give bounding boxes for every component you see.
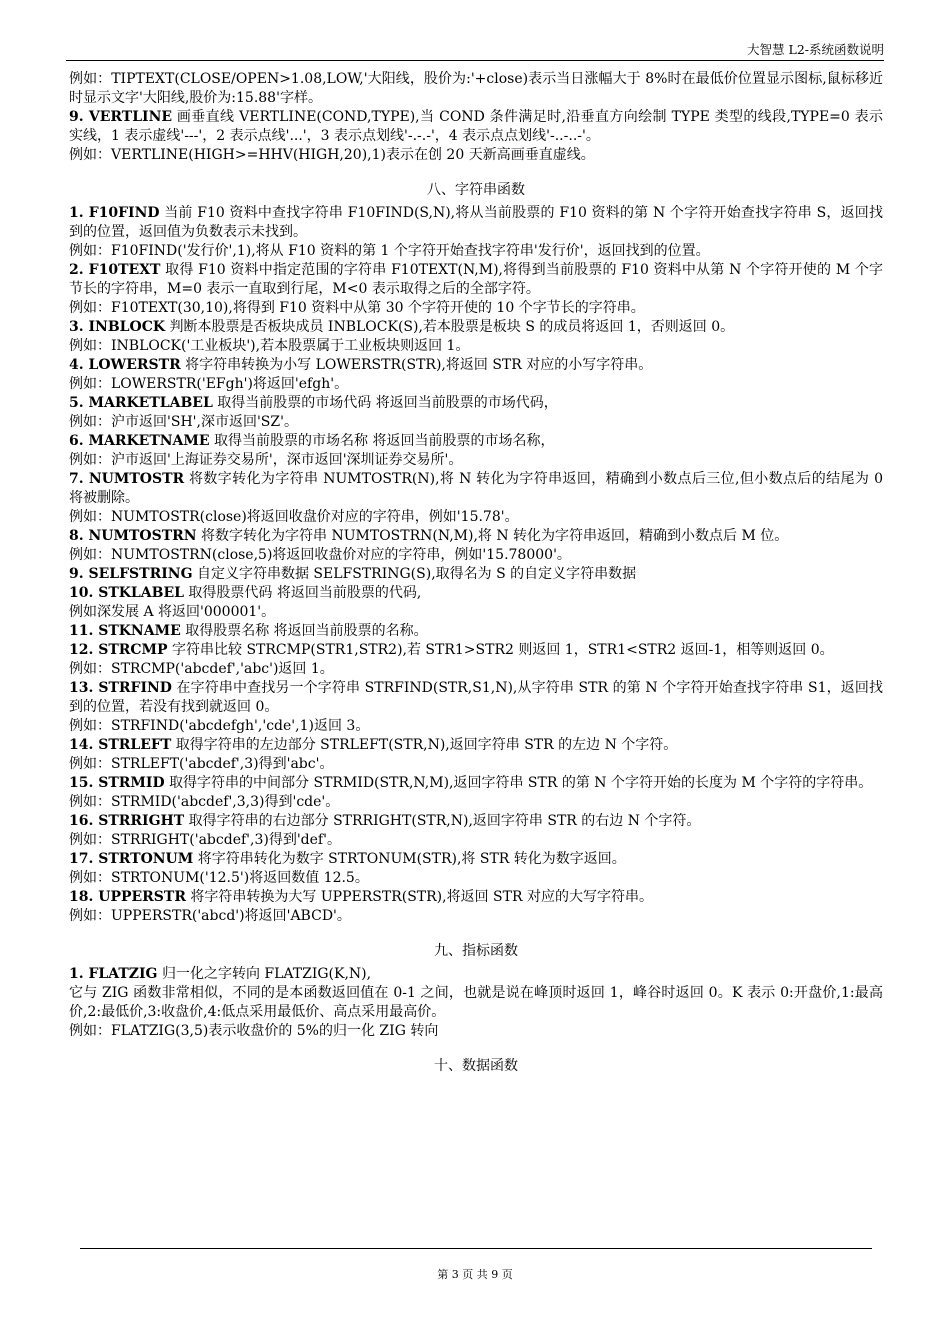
paragraph-text: 自定义字符串数据 SELFSTRING(S),取得名为 S 的自定义字符串数据: [192, 566, 637, 582]
paragraph-text: 将字符串转化为数字 STRTONUM(STR),将 STR 转化为数字返回。: [193, 851, 626, 867]
example-text: [69, 546, 883, 565]
example-text: [69, 907, 883, 926]
example-text: [69, 242, 883, 261]
page-body: [69, 70, 883, 1080]
paragraph-text: 例如：F10FIND('发行价',1),将从 F10 资料的第 1 个字符开始查找字符串'发行价'，返回找到的位置。: [69, 243, 710, 259]
function-name: 6. MARKETNAME: [69, 433, 210, 449]
function-entry: [69, 318, 883, 337]
function-name: 1. FLATZIG: [69, 966, 158, 982]
section-title: 九、指标函数: [434, 943, 518, 959]
paragraph-text: 取得当前股票的市场代码 将返回当前股票的市场代码，: [212, 395, 558, 411]
function-entry: [69, 679, 883, 717]
paragraph-text: 将字符串转换为小写 LOWERSTR(STR),将返回 STR 对应的小写字符串。: [180, 357, 653, 373]
example-text: [69, 660, 883, 679]
paragraph-text: 例如：NUMTOSTR(close)将返回收盘价对应的字符串，例如'15.78'。: [69, 509, 519, 525]
example-text: [69, 413, 883, 432]
paragraph-text: 例如：STRTONUM('12.5')将返回数值 12.5。: [69, 870, 369, 886]
paragraph-text: 例如：UPPERSTR('abcd')将返回'ABCD'。: [69, 908, 351, 924]
section-title: 八、字符串函数: [427, 182, 525, 198]
example-text: [69, 337, 883, 356]
paragraph-text: 例如：STRRIGHT('abcdef',3)得到'def'。: [69, 832, 341, 848]
paragraph-text: 取得 F10 资料中指定范围的字符串 F10TEXT(N,M),将得到当前股票的 F10 资料中从第 N 个字符开使的 M 个字节长的字符串，M=0 表示一直取到行尾，M<0 表示取得之后的全部字符。: [69, 262, 884, 297]
paragraph-text: 取得字符串的左边部分 STRLEFT(STR,N),返回字符串 STR 的左边 N 个字符。: [171, 737, 678, 753]
example-text: [69, 146, 883, 165]
function-entry: [69, 394, 883, 413]
function-name: 17. STRTONUM: [69, 851, 194, 867]
page-header: 大智慧 L2-系统函数说明: [66, 40, 884, 61]
paragraph-text: 取得股票名称 将返回当前股票的名称。: [180, 623, 428, 639]
paragraph-text: 它与 ZIG 函数非常相似，不同的是本函数返回值在 0-1 之间，也就是说在峰顶时返回 1，峰谷时返回 0。K 表示 0:开盘价,1:最高价,2:最低价,3:收盘价,4:低点采用最低价、高点采用最高价。: [69, 985, 883, 1020]
footer-rule: [80, 1248, 872, 1249]
page-footer: 第 3 页 共 9 页: [437, 1268, 513, 1281]
paragraph-text: 将数字转化为字符串 NUMTOSTR(N),将 N 转化为字符串返回，精确到小数点后三位,但小数点后的结尾为 0 将被删除。: [69, 471, 883, 506]
function-entry: [69, 432, 883, 451]
function-name: 13. STRFIND: [69, 680, 172, 696]
function-name: 1. F10FIND: [69, 205, 160, 221]
function-name: 18. UPPERSTR: [69, 889, 186, 905]
function-entry: [69, 356, 883, 375]
function-name: 14. STRLEFT: [69, 737, 172, 753]
function-entry: [69, 774, 883, 793]
paragraph-text: 例如：STRLEFT('abcdef',3)得到'abc'。: [69, 756, 334, 772]
function-name: 2. F10TEXT: [69, 262, 161, 278]
paragraph-text: 例如：STRCMP('abcdef','abc')返回 1。: [69, 661, 334, 677]
example-text: [69, 603, 883, 622]
paragraph-text: 例如：STRFIND('abcdefgh','cde',1)返回 3。: [69, 718, 370, 734]
example-text: [69, 831, 883, 850]
function-entry: [69, 888, 883, 907]
function-name: 16. STRRIGHT: [69, 813, 185, 829]
paragraph-text: 例如：INBLOCK('工业板块'),若本股票属于工业板块则返回 1。: [69, 338, 470, 354]
function-name: 10. STKLABEL: [69, 585, 184, 601]
paragraph-text: 判断本股票是否板块成员 INBLOCK(S),若本股票是板块 S 的成员将返回 1，否则返回 0。: [165, 319, 735, 335]
function-entry: [69, 527, 883, 546]
example-text: [69, 508, 883, 527]
function-name: 9. VERTLINE: [69, 109, 173, 125]
paragraph-text: 将数字转化为字符串 NUMTOSTRN(N,M),将 N 转化为字符串返回，精确到小数点后 M 位。: [196, 528, 789, 544]
paragraph-text: 在字符串中查找另一个字符串 STRFIND(STR,S1,N),从字符串 STR 的第 N 个字符开始查找字符串 S1，返回找到的位置，若没有找到就返回 0。: [69, 680, 883, 715]
function-entry: [69, 965, 883, 984]
paragraph-text: 画垂直线 VERTLINE(COND,TYPE),当 COND 条件满足时,沿垂直方向绘制 TYPE 类型的线段,TYPE=0 表示实线，1 表示虚线'---'，2 表示点线'...'，3 表示点划线'-.-.-'，4 表示点点划线'-..-..-'。: [69, 109, 883, 144]
function-name: 8. NUMTOSTRN: [69, 528, 197, 544]
function-entry: [69, 736, 883, 755]
function-name: 7. NUMTOSTR: [69, 471, 185, 487]
function-name: 9. SELFSTRING: [69, 566, 193, 582]
example-text: [69, 717, 883, 736]
paragraph-text: 当前 F10 资料中查找字符串 F10FIND(S,N),将从当前股票的 F10 资料的第 N 个字符开始查找字符串 S，返回找到的位置，返回值为负数表示未找到。: [69, 205, 883, 240]
function-name: 15. STRMID: [69, 775, 165, 791]
paragraph-text: 例如：TIPTEXT(CLOSE/OPEN>1.08,LOW,'大阳线，股价为:'+close)表示当日涨幅大于 8%时在最低价位置显示图标,鼠标移近时显示文字'大阳线,股价为:15.88'字样。: [69, 71, 883, 106]
function-entry: [69, 584, 883, 603]
paragraph-text: 将字符串转换为大写 UPPERSTR(STR),将返回 STR 对应的大写字符串。: [185, 889, 653, 905]
function-entry: [69, 470, 883, 508]
example-text: [69, 451, 883, 470]
example-text: [69, 375, 883, 394]
example-text: [69, 793, 883, 812]
example-text: [69, 755, 883, 774]
paragraph-text: 例如：F10TEXT(30,10),将得到 F10 资料中从第 30 个字符开使的 10 个字节长的字符串。: [69, 300, 645, 316]
function-entry: [69, 261, 883, 299]
function-name: 4. LOWERSTR: [69, 357, 181, 373]
function-entry: [69, 204, 883, 242]
paragraph-text: 例如：FLATZIG(3,5)表示收盘价的 5%的归一化 ZIG 转向: [69, 1023, 439, 1039]
function-entry: [69, 812, 883, 831]
function-entry: [69, 565, 883, 584]
section-title: 十、数据函数: [434, 1058, 518, 1074]
paragraph-text: 例如：LOWERSTR('EFgh')将返回'efgh'。: [69, 376, 349, 392]
paragraph-text: 取得字符串的右边部分 STRRIGHT(STR,N),返回字符串 STR 的右边 N 个字符。: [184, 813, 701, 829]
function-name: 12. STRCMP: [69, 642, 168, 658]
example-text: [69, 299, 883, 318]
example-text: [69, 984, 883, 1022]
function-name: 5. MARKETLABEL: [69, 395, 213, 411]
function-entry: [69, 622, 883, 641]
paragraph-text: 字符串比较 STRCMP(STR1,STR2),若 STR1>STR2 则返回 1，STR1<STR2 返回-1，相等则返回 0。: [167, 642, 834, 658]
paragraph-text: 归一化之字转向 FLATZIG(K,N),: [157, 966, 372, 982]
example-text: [69, 869, 883, 888]
paragraph-text: 例如：沪市返回'SH',深市返回'SZ'。: [69, 414, 298, 430]
paragraph-text: 例如深发展 A 将返回'000001'。: [69, 604, 276, 620]
paragraph-text: 取得字符串的中间部分 STRMID(STR,N,M),返回字符串 STR 的第 N 个字符开始的长度为 M 个字符的字符串。: [164, 775, 873, 791]
paragraph-text: 例如：VERTLINE(HIGH>=HHV(HIGH,20),1)表示在创 20 天新高画垂直虚线。: [69, 147, 595, 163]
function-entry: [69, 108, 883, 146]
function-entry: [69, 641, 883, 660]
example-text: [69, 70, 883, 108]
paragraph-text: 取得当前股票的市场名称 将返回当前股票的市场名称，: [209, 433, 555, 449]
paragraph-text: 例如：沪市返回'上海证券交易所'，深市返回'深圳证券交易所'。: [69, 452, 463, 468]
function-entry: [69, 850, 883, 869]
paragraph-text: 例如：STRMID('abcdef',3,3)得到'cde'。: [69, 794, 340, 810]
function-name: 11. STKNAME: [69, 623, 181, 639]
function-name: 3. INBLOCK: [69, 319, 166, 335]
paragraph-text: 取得股票代码 将返回当前股票的代码,: [183, 585, 422, 601]
example-text: [69, 1022, 883, 1041]
paragraph-text: 例如：NUMTOSTRN(close,5)将返回收盘价对应的字符串，例如'15.78000'。: [69, 547, 571, 563]
